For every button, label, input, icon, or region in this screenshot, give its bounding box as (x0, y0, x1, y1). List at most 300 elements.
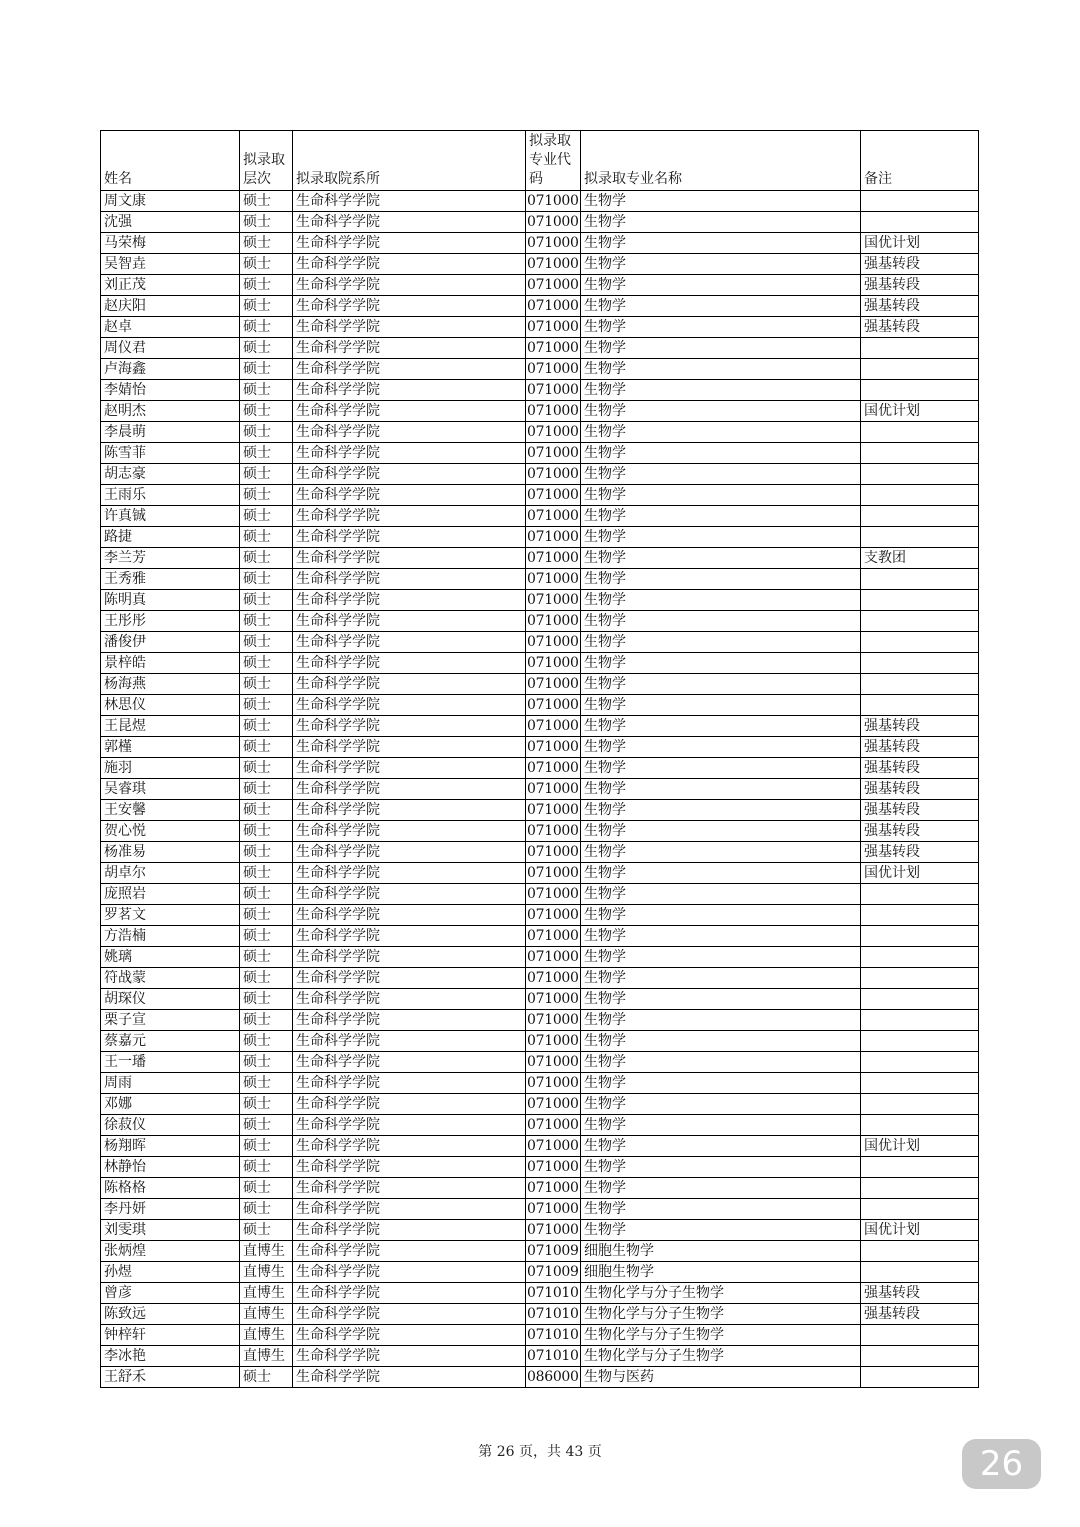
cell-major-code: 071000 (526, 506, 581, 527)
page-number-badge: 26 (962, 1439, 1041, 1489)
cell-department: 生命科学学院 (293, 317, 526, 338)
cell-name: 卢海鑫 (101, 359, 240, 380)
cell-level: 硕士 (240, 359, 293, 380)
cell-level: 硕士 (240, 695, 293, 716)
cell-name: 赵明杰 (101, 401, 240, 422)
cell-name: 周仪君 (101, 338, 240, 359)
table-row (101, 443, 979, 464)
cell-name: 王秀雅 (101, 569, 240, 590)
table-row (101, 1304, 979, 1325)
cell-major-name: 生物学 (581, 1220, 861, 1241)
cell-major-name: 生物学 (581, 611, 861, 632)
cell-major-code: 071000 (526, 1073, 581, 1094)
cell-major-name: 生物学 (581, 653, 861, 674)
cell-level: 硕士 (240, 779, 293, 800)
cell-department: 生命科学学院 (293, 884, 526, 905)
cell-major-code: 071000 (526, 485, 581, 506)
cell-major-name: 生物学 (581, 716, 861, 737)
cell-major-name: 生物学 (581, 1157, 861, 1178)
table-row (101, 1325, 979, 1346)
cell-level: 硕士 (240, 380, 293, 401)
table-row (101, 191, 979, 212)
cell-department: 生命科学学院 (293, 1325, 526, 1346)
table-row (101, 590, 979, 611)
cell-major-code: 071000 (526, 905, 581, 926)
cell-major-name: 生物学 (581, 506, 861, 527)
cell-remarks: 国优计划 (861, 863, 979, 884)
cell-major-name: 细胞生物学 (581, 1241, 861, 1262)
cell-major-name: 生物学 (581, 380, 861, 401)
cell-level: 硕士 (240, 758, 293, 779)
cell-major-name: 生物学 (581, 548, 861, 569)
cell-major-name: 生物学 (581, 1073, 861, 1094)
cell-remarks: 强基转段 (861, 254, 979, 275)
cell-major-name: 生物学 (581, 1178, 861, 1199)
cell-remarks (861, 1157, 979, 1178)
table-row (101, 1367, 979, 1388)
table-row (101, 338, 979, 359)
cell-major-name: 生物学 (581, 359, 861, 380)
cell-level: 直博生 (240, 1241, 293, 1262)
cell-department: 生命科学学院 (293, 506, 526, 527)
cell-name: 胡卓尔 (101, 863, 240, 884)
table-row (101, 1262, 979, 1283)
cell-department: 生命科学学院 (293, 779, 526, 800)
cell-major-code: 086000 (526, 1367, 581, 1388)
cell-major-name: 细胞生物学 (581, 1262, 861, 1283)
cell-name: 景梓皓 (101, 653, 240, 674)
table-row (101, 485, 979, 506)
table-row (101, 1241, 979, 1262)
cell-department: 生命科学学院 (293, 254, 526, 275)
cell-major-name: 生物学 (581, 1010, 861, 1031)
cell-name: 钟梓轩 (101, 1325, 240, 1346)
cell-remarks: 国优计划 (861, 1220, 979, 1241)
cell-remarks (861, 212, 979, 233)
cell-major-name: 生物学 (581, 191, 861, 212)
cell-remarks (861, 968, 979, 989)
cell-remarks (861, 632, 979, 653)
cell-major-code: 071009 (526, 1262, 581, 1283)
cell-major-code: 071000 (526, 422, 581, 443)
cell-major-name: 生物学 (581, 1115, 861, 1136)
cell-department: 生命科学学院 (293, 695, 526, 716)
cell-level: 硕士 (240, 821, 293, 842)
table-row (101, 1220, 979, 1241)
table-row (101, 569, 979, 590)
cell-name: 栗子宣 (101, 1010, 240, 1031)
table-row (101, 506, 979, 527)
cell-major-name: 生物学 (581, 464, 861, 485)
cell-major-code: 071000 (526, 842, 581, 863)
cell-department: 生命科学学院 (293, 422, 526, 443)
cell-level: 硕士 (240, 422, 293, 443)
cell-name: 吴睿琪 (101, 779, 240, 800)
cell-level: 硕士 (240, 275, 293, 296)
cell-remarks (861, 1241, 979, 1262)
cell-remarks: 强基转段 (861, 275, 979, 296)
cell-level: 硕士 (240, 716, 293, 737)
cell-major-code: 071000 (526, 443, 581, 464)
cell-remarks (861, 1010, 979, 1031)
cell-major-code: 071000 (526, 1115, 581, 1136)
cell-name: 施羽 (101, 758, 240, 779)
table-row (101, 842, 979, 863)
cell-major-code: 071000 (526, 863, 581, 884)
cell-remarks: 国优计划 (861, 233, 979, 254)
cell-remarks: 国优计划 (861, 1136, 979, 1157)
cell-name: 陈格格 (101, 1178, 240, 1199)
cell-major-code: 071000 (526, 191, 581, 212)
cell-remarks (861, 1115, 979, 1136)
table-row (101, 359, 979, 380)
cell-major-name: 生物学 (581, 1052, 861, 1073)
cell-major-code: 071000 (526, 275, 581, 296)
cell-remarks (861, 653, 979, 674)
table-row (101, 1031, 979, 1052)
cell-remarks (861, 695, 979, 716)
header-row (101, 131, 979, 191)
cell-major-name: 生物学 (581, 779, 861, 800)
cell-name: 陈雪菲 (101, 443, 240, 464)
cell-major-name: 生物学 (581, 317, 861, 338)
cell-remarks (861, 191, 979, 212)
cell-name: 王一璠 (101, 1052, 240, 1073)
cell-major-code: 071000 (526, 989, 581, 1010)
cell-remarks: 强基转段 (861, 779, 979, 800)
cell-major-name: 生物学 (581, 968, 861, 989)
cell-name: 许真铖 (101, 506, 240, 527)
cell-major-code: 071000 (526, 317, 581, 338)
cell-remarks (861, 1094, 979, 1115)
cell-level: 直博生 (240, 1283, 293, 1304)
cell-major-code: 071000 (526, 884, 581, 905)
cell-remarks (861, 1031, 979, 1052)
cell-remarks (861, 1052, 979, 1073)
cell-major-code: 071000 (526, 548, 581, 569)
cell-name: 孙煜 (101, 1262, 240, 1283)
table-row (101, 1346, 979, 1367)
cell-remarks: 支教团 (861, 548, 979, 569)
table-row (101, 1052, 979, 1073)
cell-department: 生命科学学院 (293, 989, 526, 1010)
cell-major-code: 071000 (526, 296, 581, 317)
cell-name: 杨海燕 (101, 674, 240, 695)
cell-major-code: 071000 (526, 653, 581, 674)
cell-department: 生命科学学院 (293, 296, 526, 317)
table-row (101, 632, 979, 653)
cell-major-code: 071000 (526, 926, 581, 947)
cell-remarks (861, 989, 979, 1010)
cell-name: 王彤彤 (101, 611, 240, 632)
table-row (101, 695, 979, 716)
cell-major-code: 071000 (526, 674, 581, 695)
table-row (101, 716, 979, 737)
cell-level: 硕士 (240, 737, 293, 758)
cell-major-code: 071010 (526, 1346, 581, 1367)
cell-major-name: 生物学 (581, 884, 861, 905)
cell-remarks: 强基转段 (861, 317, 979, 338)
cell-department: 生命科学学院 (293, 611, 526, 632)
cell-major-name: 生物学 (581, 674, 861, 695)
cell-remarks (861, 464, 979, 485)
cell-department: 生命科学学院 (293, 1241, 526, 1262)
cell-major-code: 071000 (526, 800, 581, 821)
cell-major-name: 生物学 (581, 863, 861, 884)
page-footer: 第 26 页，共 43 页 (478, 1444, 602, 1460)
cell-major-name: 生物学 (581, 338, 861, 359)
cell-department: 生命科学学院 (293, 1199, 526, 1220)
cell-major-name: 生物学 (581, 590, 861, 611)
cell-name: 王舒禾 (101, 1367, 240, 1388)
cell-level: 直博生 (240, 1325, 293, 1346)
cell-name: 杨准易 (101, 842, 240, 863)
table-row (101, 464, 979, 485)
cell-remarks (861, 422, 979, 443)
cell-major-name: 生物化学与分子生物学 (581, 1346, 861, 1367)
cell-department: 生命科学学院 (293, 275, 526, 296)
cell-remarks: 强基转段 (861, 737, 979, 758)
cell-remarks (861, 527, 979, 548)
cell-department: 生命科学学院 (293, 443, 526, 464)
cell-name: 王安馨 (101, 800, 240, 821)
cell-remarks (861, 359, 979, 380)
cell-major-name: 生物学 (581, 1094, 861, 1115)
cell-major-code: 071000 (526, 968, 581, 989)
cell-department: 生命科学学院 (293, 527, 526, 548)
table-header (101, 131, 979, 191)
cell-name: 王昆煜 (101, 716, 240, 737)
cell-major-name: 生物学 (581, 485, 861, 506)
cell-major-code: 071000 (526, 464, 581, 485)
cell-major-name: 生物学 (581, 443, 861, 464)
cell-major-code: 071000 (526, 947, 581, 968)
table-row (101, 947, 979, 968)
cell-major-name: 生物学 (581, 296, 861, 317)
cell-department: 生命科学学院 (293, 548, 526, 569)
table-row (101, 296, 979, 317)
cell-name: 吴智垚 (101, 254, 240, 275)
cell-level: 硕士 (240, 842, 293, 863)
cell-department: 生命科学学院 (293, 1262, 526, 1283)
cell-department: 生命科学学院 (293, 905, 526, 926)
cell-level: 直博生 (240, 1346, 293, 1367)
table-row (101, 905, 979, 926)
cell-major-code: 071000 (526, 1136, 581, 1157)
table-row (101, 821, 979, 842)
cell-name: 杨翔晖 (101, 1136, 240, 1157)
cell-level: 硕士 (240, 296, 293, 317)
cell-major-code: 071000 (526, 758, 581, 779)
header-major-name: 拟录取专业名称 (581, 131, 861, 191)
cell-level: 硕士 (240, 1136, 293, 1157)
cell-major-name: 生物学 (581, 212, 861, 233)
cell-level: 硕士 (240, 506, 293, 527)
cell-level: 硕士 (240, 653, 293, 674)
header-level: 拟录取层次 (240, 131, 293, 191)
cell-name: 刘雯琪 (101, 1220, 240, 1241)
cell-department: 生命科学学院 (293, 842, 526, 863)
cell-major-code: 071000 (526, 401, 581, 422)
cell-level: 硕士 (240, 317, 293, 338)
cell-level: 硕士 (240, 884, 293, 905)
cell-level: 硕士 (240, 632, 293, 653)
cell-department: 生命科学学院 (293, 569, 526, 590)
cell-level: 硕士 (240, 1073, 293, 1094)
cell-major-name: 生物学 (581, 1199, 861, 1220)
cell-department: 生命科学学院 (293, 1136, 526, 1157)
cell-major-code: 071010 (526, 1304, 581, 1325)
cell-department: 生命科学学院 (293, 212, 526, 233)
cell-major-code: 071000 (526, 1157, 581, 1178)
cell-remarks: 强基转段 (861, 1283, 979, 1304)
cell-remarks (861, 674, 979, 695)
cell-major-code: 071009 (526, 1241, 581, 1262)
cell-department: 生命科学学院 (293, 863, 526, 884)
cell-department: 生命科学学院 (293, 380, 526, 401)
cell-major-code: 071010 (526, 1325, 581, 1346)
cell-remarks: 强基转段 (861, 1304, 979, 1325)
cell-level: 硕士 (240, 485, 293, 506)
cell-department: 生命科学学院 (293, 338, 526, 359)
cell-department: 生命科学学院 (293, 1283, 526, 1304)
cell-major-name: 生物学 (581, 569, 861, 590)
cell-level: 硕士 (240, 1157, 293, 1178)
cell-name: 李丹妍 (101, 1199, 240, 1220)
cell-remarks (861, 1199, 979, 1220)
cell-department: 生命科学学院 (293, 191, 526, 212)
cell-level: 硕士 (240, 863, 293, 884)
cell-name: 沈强 (101, 212, 240, 233)
cell-name: 周文康 (101, 191, 240, 212)
cell-level: 硕士 (240, 1220, 293, 1241)
cell-department: 生命科学学院 (293, 1094, 526, 1115)
cell-major-code: 071000 (526, 821, 581, 842)
cell-major-name: 生物化学与分子生物学 (581, 1304, 861, 1325)
cell-remarks: 强基转段 (861, 296, 979, 317)
cell-name: 符战蒙 (101, 968, 240, 989)
cell-major-name: 生物化学与分子生物学 (581, 1325, 861, 1346)
cell-name: 路捷 (101, 527, 240, 548)
admission-table (100, 130, 979, 1388)
cell-department: 生命科学学院 (293, 233, 526, 254)
cell-remarks (861, 884, 979, 905)
cell-major-name: 生物学 (581, 254, 861, 275)
cell-major-code: 071000 (526, 338, 581, 359)
cell-department: 生命科学学院 (293, 1073, 526, 1094)
cell-major-code: 071000 (526, 569, 581, 590)
table-row (101, 800, 979, 821)
cell-department: 生命科学学院 (293, 968, 526, 989)
cell-major-code: 071000 (526, 1199, 581, 1220)
cell-name: 胡志豪 (101, 464, 240, 485)
cell-remarks: 国优计划 (861, 401, 979, 422)
cell-name: 徐菽仪 (101, 1115, 240, 1136)
table-row (101, 779, 979, 800)
cell-remarks (861, 590, 979, 611)
cell-remarks: 强基转段 (861, 758, 979, 779)
table-row (101, 1115, 979, 1136)
cell-name: 方浩楠 (101, 926, 240, 947)
cell-department: 生命科学学院 (293, 401, 526, 422)
cell-remarks (861, 905, 979, 926)
cell-major-code: 071000 (526, 611, 581, 632)
cell-name: 曾彦 (101, 1283, 240, 1304)
table-row (101, 1010, 979, 1031)
cell-major-name: 生物学 (581, 905, 861, 926)
table-row (101, 254, 979, 275)
cell-major-name: 生物学 (581, 422, 861, 443)
table-row (101, 1073, 979, 1094)
table-row (101, 527, 979, 548)
cell-major-name: 生物化学与分子生物学 (581, 1283, 861, 1304)
cell-level: 硕士 (240, 464, 293, 485)
cell-major-code: 071000 (526, 212, 581, 233)
cell-department: 生命科学学院 (293, 737, 526, 758)
header-name: 姓名 (101, 131, 240, 191)
cell-remarks: 强基转段 (861, 716, 979, 737)
cell-remarks (861, 569, 979, 590)
cell-major-code: 071000 (526, 1010, 581, 1031)
cell-major-name: 生物学 (581, 821, 861, 842)
cell-major-code: 071000 (526, 1031, 581, 1052)
cell-level: 硕士 (240, 569, 293, 590)
cell-major-name: 生物学 (581, 737, 861, 758)
cell-department: 生命科学学院 (293, 359, 526, 380)
cell-level: 硕士 (240, 1367, 293, 1388)
header-remarks: 备注 (861, 131, 979, 191)
cell-major-code: 071000 (526, 233, 581, 254)
cell-name: 王雨乐 (101, 485, 240, 506)
cell-major-code: 071010 (526, 1283, 581, 1304)
cell-name: 胡琛仪 (101, 989, 240, 1010)
cell-name: 马荣梅 (101, 233, 240, 254)
cell-major-code: 071000 (526, 695, 581, 716)
cell-major-name: 生物与医药 (581, 1367, 861, 1388)
cell-level: 硕士 (240, 989, 293, 1010)
cell-department: 生命科学学院 (293, 1157, 526, 1178)
cell-name: 陈明真 (101, 590, 240, 611)
cell-department: 生命科学学院 (293, 590, 526, 611)
cell-department: 生命科学学院 (293, 1115, 526, 1136)
cell-remarks (861, 443, 979, 464)
cell-level: 直博生 (240, 1262, 293, 1283)
cell-remarks (861, 926, 979, 947)
cell-remarks (861, 485, 979, 506)
cell-department: 生命科学学院 (293, 800, 526, 821)
table-row (101, 758, 979, 779)
cell-major-name: 生物学 (581, 989, 861, 1010)
table-row (101, 212, 979, 233)
cell-name: 李晨萌 (101, 422, 240, 443)
table-row (101, 233, 979, 254)
cell-major-code: 071000 (526, 254, 581, 275)
table-row (101, 1199, 979, 1220)
cell-level: 硕士 (240, 401, 293, 422)
cell-department: 生命科学学院 (293, 758, 526, 779)
cell-name: 张炳煌 (101, 1241, 240, 1262)
cell-department: 生命科学学院 (293, 716, 526, 737)
cell-level: 硕士 (240, 212, 293, 233)
table-row (101, 968, 979, 989)
cell-name: 李婧怡 (101, 380, 240, 401)
cell-major-code: 071000 (526, 1220, 581, 1241)
table-row (101, 1157, 979, 1178)
cell-department: 生命科学学院 (293, 632, 526, 653)
table-row (101, 653, 979, 674)
table-row (101, 989, 979, 1010)
table-row (101, 317, 979, 338)
